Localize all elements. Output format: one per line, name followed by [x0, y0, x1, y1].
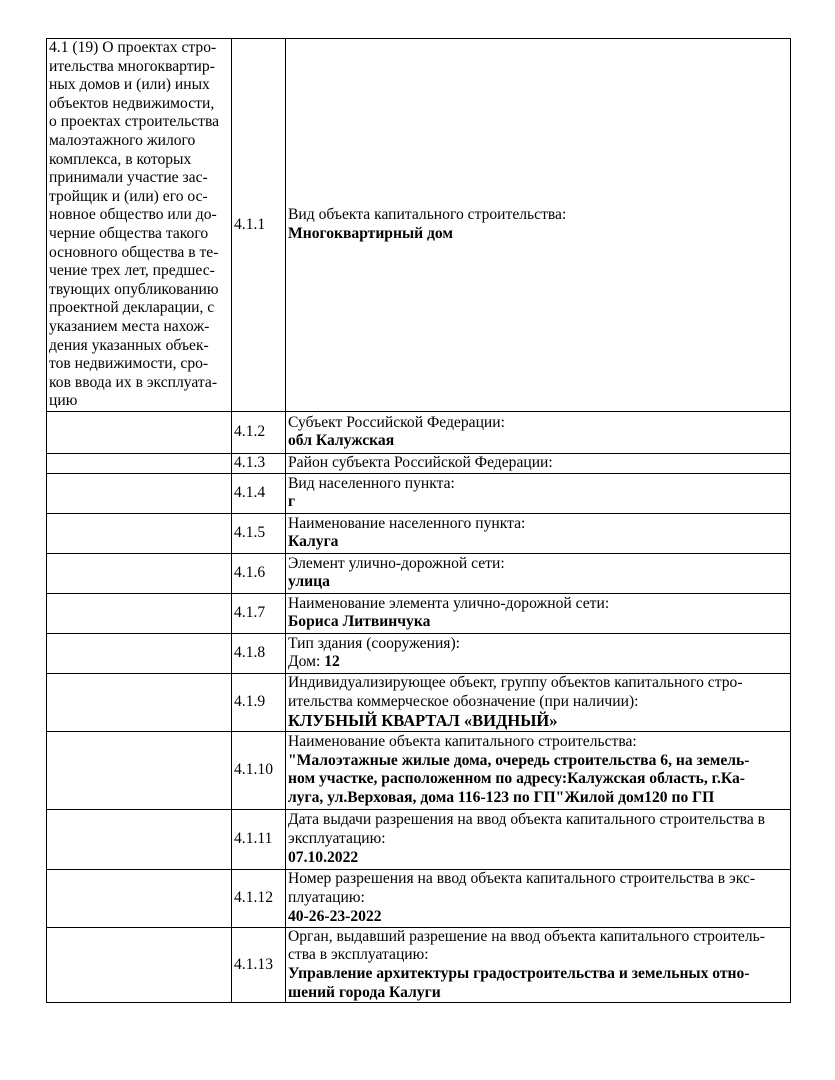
table-row — [47, 513, 791, 553]
row-number: 4.1.12 — [232, 869, 286, 927]
row-number: 4.1.4 — [232, 473, 286, 513]
row-number: 4.1.8 — [232, 633, 286, 673]
row-label: Индивидуализирующее объект, группу объектов капитального стро- ительства коммерческое обозначение (при наличии): — [288, 674, 743, 711]
row-label: Тип здания (сооружения): — [288, 634, 460, 652]
table-row — [47, 731, 791, 809]
row-value: КЛУБНЫЙ КВАРТАЛ «ВИДНЫЙ» — [288, 710, 558, 730]
row-label: Район субъекта Российской Федерации: — [288, 454, 553, 472]
row-content — [286, 673, 791, 731]
row-label: Дата выдачи разрешения на ввод объекта капитального строительства в эксплуатацию: — [288, 811, 766, 848]
table-row — [47, 39, 791, 412]
row-number: 4.1.11 — [232, 809, 286, 869]
row-number: 4.1.9 — [232, 673, 286, 731]
row-number: 4.1.13 — [232, 927, 286, 1002]
row-number: 4.1.1 — [232, 39, 286, 412]
row-content — [286, 513, 791, 553]
table-row — [47, 869, 791, 927]
row-value: Управление архитектуры градостроительства и земельных отно- шений города Калуги — [288, 965, 750, 1001]
row-value: обл Калужская — [288, 432, 395, 450]
row-content — [286, 593, 791, 633]
row-value: 40-26-23-2022 — [288, 907, 382, 925]
project-info-table — [46, 38, 791, 1003]
row-value: "Малоэтажные жилые дома, очередь строительства 6, на земель- ном участке, расположенном по адресу:Калужская область, г.Ка- луга, ул.Верховая, дома 116-123 по ГП"Жилой дом120 по ГП — [288, 751, 750, 806]
row-number: 4.1.7 — [232, 593, 286, 633]
row-number: 4.1.5 — [232, 513, 286, 553]
section-heading: 4.1 (19) О проектах стро- ительства многоквартир- ных домов и (или) иных объектов недвижимости, о проектах строительства малоэтажного жилого комплекса, в которых принимали участие зас- тройщик и (или) его ос- новное общество или до- черние общества такого основного общества в те- чение трех лет, предшес- твующих опубликованию проектной декларации, с указанием места нахож- дения указанных объек- тов недвижимости, сро- ков ввода их в эксплуата- цию — [47, 39, 232, 412]
row-content — [286, 453, 791, 473]
row-label: Наименование населенного пункта: — [288, 514, 526, 532]
table-row — [47, 927, 791, 1002]
row-label: Номер разрешения на ввод объекта капитального строительства в экс- плуатацию: — [288, 870, 756, 907]
row-content — [286, 553, 791, 593]
row-content — [286, 869, 791, 927]
row-content — [286, 411, 791, 453]
row-content — [286, 633, 791, 673]
row-value-prefix: Дом: — [288, 653, 325, 671]
row-number: 4.1.3 — [232, 453, 286, 473]
table-row — [47, 473, 791, 513]
row-label: Вид объекта капитального строительства: — [288, 206, 567, 224]
row-value: Калуга — [288, 533, 339, 551]
table-row — [47, 453, 791, 473]
row-label: Вид населенного пункта: — [288, 474, 455, 492]
table-row — [47, 809, 791, 869]
row-content — [286, 927, 791, 1002]
table-row — [47, 553, 791, 593]
row-value: 12 — [324, 653, 340, 671]
row-number: 4.1.2 — [232, 411, 286, 453]
table-row — [47, 673, 791, 731]
row-number: 4.1.6 — [232, 553, 286, 593]
row-label: Наименование элемента улично-дорожной сети: — [288, 594, 610, 612]
row-content — [286, 39, 791, 412]
table-row — [47, 633, 791, 673]
row-content — [286, 809, 791, 869]
row-label: Элемент улично-дорожной сети: — [288, 554, 505, 572]
row-value: 07.10.2022 — [288, 848, 359, 866]
row-label: Субъект Российской Федерации: — [288, 413, 505, 431]
row-content — [286, 731, 791, 809]
row-value: г — [288, 493, 296, 511]
table-row — [47, 411, 791, 453]
row-value: улица — [288, 573, 330, 591]
row-number: 4.1.10 — [232, 731, 286, 809]
table-row — [47, 593, 791, 633]
row-label: Наименование объекта капитального строительства: — [288, 733, 637, 751]
row-value: Бориса Литвинчука — [288, 613, 431, 631]
row-value: Многоквартирный дом — [288, 224, 454, 242]
row-label: Орган, выдавший разрешение на ввод объекта капитального строитель- ства в эксплуатацию: — [288, 927, 765, 964]
row-content — [286, 473, 791, 513]
